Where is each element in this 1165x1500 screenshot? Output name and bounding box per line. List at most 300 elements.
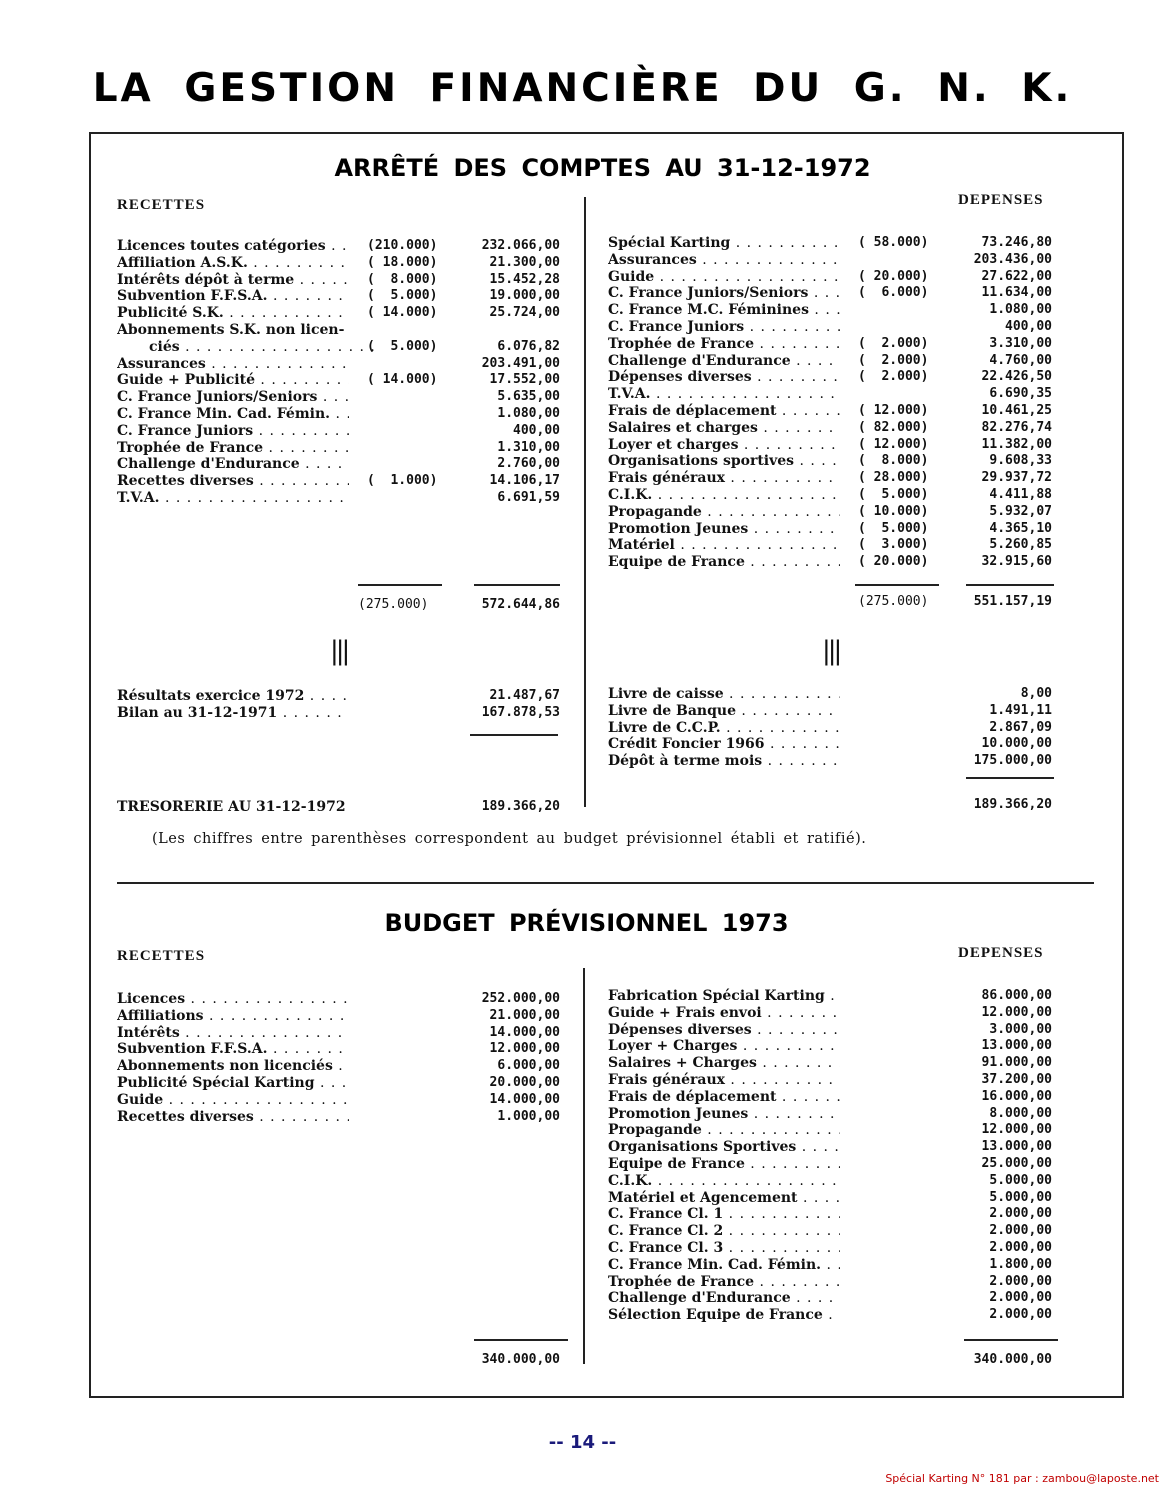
table-row [117, 372, 562, 389]
row-label-text: Abonnements S.K. non licen- [117, 321, 345, 338]
budget-recettes-heading: RECETTES [117, 948, 206, 964]
row-label-text: Frais de déplacement [608, 1088, 777, 1105]
row-amount: 4.760,00 [989, 352, 1052, 368]
row-amount: 22.426,50 [981, 369, 1052, 385]
row-label-text: C. France Cl. 2 [608, 1223, 724, 1240]
row-label [608, 686, 840, 703]
row-amount: 6.000,00 [497, 1058, 560, 1074]
row-label [608, 720, 840, 737]
row-budget: ( 28.000) [858, 470, 929, 486]
table-row [117, 339, 562, 356]
row-budget: ( 8.000) [858, 453, 929, 469]
table-row [608, 1106, 1053, 1123]
row-label-text: Loyer + Charges [608, 1038, 738, 1055]
row-label-text: C.I.K. [608, 486, 653, 503]
row-label-text: Matériel [608, 537, 675, 554]
row-label-text: Recettes diverses [117, 473, 254, 490]
row-amount: 8,00 [1020, 686, 1052, 701]
row-label-text: C. France Min. Cad. Fémin. [608, 1256, 822, 1273]
row-amount: 32.915,60 [981, 554, 1052, 570]
row-label [608, 1206, 840, 1223]
row-amount: 167.878,53 [481, 704, 560, 720]
depenses-total: 551.157,19 [973, 594, 1052, 609]
row-label [608, 403, 840, 420]
row-amount: 6.076,82 [497, 338, 560, 354]
table-row [608, 1055, 1053, 1072]
table-row [117, 1092, 562, 1109]
row-label [608, 1055, 840, 1072]
row-label-text: Salaires et charges [608, 419, 758, 436]
table-row [608, 1206, 1053, 1223]
row-budget: ( 12.000) [858, 402, 929, 418]
table-row [608, 285, 1053, 302]
row-label-text: Recettes diverses [117, 1108, 254, 1125]
row-label-text: Assurances [117, 355, 206, 372]
row-label [608, 1190, 840, 1207]
row-amount: 232.066,00 [481, 238, 560, 253]
row-amount: 91.000,00 [981, 1055, 1052, 1071]
row-label-text: Subvention F.F.S.A. [117, 1041, 268, 1058]
row-label [608, 537, 840, 554]
page-number: -- 14 -- [548, 1432, 617, 1453]
table-row [608, 420, 1053, 437]
row-budget: ( 10.000) [858, 503, 929, 519]
row-amount: 82.276,74 [981, 419, 1052, 435]
row-label [117, 1075, 349, 1092]
row-amount: 4.411,88 [989, 486, 1052, 502]
row-label [608, 437, 840, 454]
row-label [117, 1025, 349, 1042]
row-label-text: Propagande [608, 503, 702, 520]
row-label [117, 423, 349, 440]
table-row [608, 686, 1053, 703]
row-label-text: Assurances [608, 251, 697, 268]
row-label-text: Dépenses diverses [608, 1021, 752, 1038]
row-label [608, 269, 840, 286]
row-budget: (210.000) [367, 238, 438, 253]
table-row [608, 504, 1053, 521]
row-label [117, 473, 349, 490]
table-row [608, 1240, 1053, 1257]
row-amount: 21.487,67 [489, 688, 560, 703]
table-row [608, 521, 1053, 538]
row-amount: 5.000,00 [989, 1189, 1052, 1205]
row-budget: ( 5.000) [858, 486, 929, 502]
table-row [608, 1156, 1053, 1173]
row-label-text: Dépôt à terme mois [608, 753, 763, 770]
table-row [117, 1109, 562, 1126]
row-label [608, 252, 840, 269]
row-label [608, 504, 840, 521]
row-label [117, 356, 349, 373]
table-row [608, 235, 1053, 252]
table-row [608, 720, 1053, 737]
row-budget: ( 2.000) [858, 335, 929, 351]
row-budget: ( 12.000) [858, 436, 929, 452]
row-label [117, 305, 349, 322]
budget-center-divider [583, 968, 585, 1364]
row-label [608, 1156, 840, 1173]
row-label-text: Fabrication Spécial Karting [608, 988, 825, 1004]
depenses-total-budget: (275.000) [858, 594, 929, 609]
row-label-text: C. France Juniors/Seniors [117, 389, 318, 406]
row-amount: 2.000,00 [989, 1307, 1052, 1323]
row-label-text: Licences [117, 991, 186, 1007]
table-row [608, 453, 1053, 470]
table-row [608, 1022, 1053, 1039]
tresorerie-left-amount: 189.366,20 [481, 799, 560, 814]
row-amount: 252.000,00 [481, 991, 560, 1006]
row-label-text: C. France Juniors [608, 318, 745, 335]
row-label-text: Matériel et Agencement [608, 1189, 798, 1206]
table-row [117, 1041, 562, 1058]
row-label-text: Challenge d'Endurance [608, 352, 791, 369]
row-label [608, 736, 840, 753]
recettes-total-budget: (275.000) [358, 597, 429, 612]
row-amount: 86.000,00 [981, 988, 1052, 1003]
row-label-text: Intérêts dépôt à terme [117, 271, 295, 288]
row-label [608, 1106, 840, 1123]
row-label [608, 369, 840, 386]
row-label-text: Frais généraux [608, 1071, 725, 1088]
row-label [117, 406, 349, 423]
footer-credit: Spécial Karting N° 181 par : zambou@laposte.net [885, 1472, 1159, 1485]
row-label-text: Crédit Foncier 1966 [608, 736, 765, 753]
row-label-text: Loyer et charges [608, 436, 739, 453]
row-budget: ( 14.000) [367, 305, 438, 321]
row-amount: 2.000,00 [989, 1290, 1052, 1306]
row-amount: 1.080,00 [989, 302, 1052, 318]
row-label-text: Promotion Jeunes [608, 520, 749, 537]
table-row [608, 319, 1053, 336]
tresorerie-label: TRESORERIE AU 31-12-1972 [117, 799, 346, 815]
table-row [117, 473, 562, 490]
budget-note: (Les chiffres entre parenthèses correspondent au budget prévisionnel établi et ratifié). [152, 831, 867, 847]
table-row [608, 470, 1053, 487]
row-label-text: Livre de Banque [608, 702, 736, 719]
budget-recettes-list [117, 991, 562, 1125]
row-amount: 17.552,00 [489, 372, 560, 388]
row-label-text: ciés [149, 338, 180, 355]
row-budget: ( 20.000) [858, 554, 929, 570]
row-amount: 21.000,00 [489, 1007, 560, 1023]
table-row [608, 1089, 1053, 1106]
row-label-text: Trophée de France [608, 1273, 755, 1290]
row-label [608, 1173, 840, 1190]
row-amount: 20.000,00 [489, 1074, 560, 1090]
row-budget: ( 82.000) [858, 419, 929, 435]
table-row [117, 356, 562, 373]
row-label [608, 1274, 840, 1291]
row-label [608, 1022, 840, 1039]
arrete-recettes-heading: RECETTES [117, 197, 206, 213]
row-budget: ( 58.000) [858, 235, 929, 250]
row-amount: 2.000,00 [989, 1206, 1052, 1222]
row-budget: ( 14.000) [367, 372, 438, 388]
row-label [117, 490, 349, 507]
row-label-text: C. France Juniors/Seniors [608, 285, 809, 302]
table-row [117, 456, 562, 473]
row-label-text: Trophée de France [608, 335, 755, 352]
row-label-text: Guide + Publicité [117, 372, 255, 389]
row-amount: 10.461,25 [981, 402, 1052, 418]
row-label-text: Affiliation A.S.K. [117, 254, 248, 271]
table-row [608, 1190, 1053, 1207]
row-label-text: Publicité Spécial Karting [117, 1074, 315, 1091]
table-row [608, 1139, 1053, 1156]
row-label-text: Livre de caisse [608, 686, 724, 702]
row-amount: 1.080,00 [497, 405, 560, 421]
row-label [608, 554, 840, 571]
row-label-text: Affiliations [117, 1007, 204, 1024]
row-amount: 25.724,00 [489, 305, 560, 321]
row-amount: 19.000,00 [489, 288, 560, 304]
row-label-text: Equipe de France [608, 1155, 745, 1172]
row-label [117, 688, 349, 705]
table-row [608, 353, 1053, 370]
table-row [117, 1075, 562, 1092]
row-label-text: Frais généraux [608, 470, 725, 487]
row-label-text: Promotion Jeunes [608, 1105, 749, 1122]
row-budget: ( 2.000) [858, 369, 929, 385]
row-label-text: Abonnements non licenciés [117, 1058, 333, 1075]
row-label-text: Organisations Sportives [608, 1139, 797, 1156]
row-amount: 203.491,00 [481, 355, 560, 371]
budget-depenses-list [608, 988, 1053, 1324]
arrete-depenses-list [608, 235, 1053, 571]
row-amount: 14.000,00 [489, 1024, 560, 1040]
row-label-text: Equipe de France [608, 554, 745, 571]
row-label [117, 1041, 349, 1058]
row-amount: 12.000,00 [981, 1122, 1052, 1138]
table-row [117, 1025, 562, 1042]
table-row [608, 269, 1053, 286]
table-row [117, 991, 562, 1008]
row-label-text: Sélection Equipe de France [608, 1307, 823, 1324]
row-amount: 11.634,00 [981, 285, 1052, 301]
row-label [608, 302, 840, 319]
row-budget: ( 8.000) [367, 271, 438, 287]
table-row [608, 1005, 1053, 1022]
table-row [608, 1072, 1053, 1089]
row-label-text: Guide [117, 1091, 164, 1108]
budget-depenses-heading: DEPENSES [958, 945, 1044, 961]
resultats-rule [470, 734, 558, 736]
row-label-text: Guide + Frais envoi [608, 1004, 762, 1021]
table-row [608, 336, 1053, 353]
row-label [608, 470, 840, 487]
row-label [117, 288, 349, 305]
row-label-text: Frais de déplacement [608, 402, 777, 419]
row-amount: 10.000,00 [981, 736, 1052, 752]
arrete-depenses-heading: DEPENSES [958, 192, 1044, 208]
row-label [117, 339, 381, 356]
page-title: LA GESTION FINANCIÈRE DU G. N. K. [92, 66, 1073, 111]
row-budget: ( 18.000) [367, 254, 438, 270]
table-row [608, 252, 1053, 269]
row-budget: ( 2.000) [858, 352, 929, 368]
table-row [117, 288, 562, 305]
row-label-text: Challenge d'Endurance [608, 1290, 791, 1307]
table-row [608, 554, 1053, 571]
row-label [608, 703, 840, 720]
table-row [608, 988, 1053, 1005]
row-budget: ( 3.000) [858, 537, 929, 553]
recettes-total: 572.644,86 [481, 597, 560, 612]
row-amount: 8.000,00 [989, 1105, 1052, 1121]
row-label-text: Propagande [608, 1122, 702, 1139]
row-label-text: C. France Cl. 1 [608, 1206, 724, 1223]
row-amount: 2.000,00 [989, 1223, 1052, 1239]
row-label-text: Guide [608, 268, 655, 285]
table-row [608, 487, 1053, 504]
row-amount: 14.106,17 [489, 473, 560, 489]
row-amount: 175.000,00 [973, 753, 1052, 769]
row-label [608, 1223, 840, 1240]
row-amount: 5.932,07 [989, 503, 1052, 519]
row-label [608, 1005, 840, 1022]
row-label-text: Intérêts [117, 1024, 180, 1041]
table-row [608, 537, 1053, 554]
row-label [608, 453, 840, 470]
table-row [608, 1038, 1053, 1055]
row-amount: 1.491,11 [989, 702, 1052, 718]
table-row [117, 1058, 562, 1075]
row-label [608, 353, 840, 370]
budget-depenses-total: 340.000,00 [973, 1352, 1052, 1367]
depenses-budget-rule [855, 584, 939, 586]
row-label-text: T.V.A. [608, 386, 651, 403]
table-row [117, 1008, 562, 1025]
row-amount: 13.000,00 [981, 1038, 1052, 1054]
row-label-text: Livre de C.C.P. [608, 719, 721, 736]
caisse-list [608, 686, 1053, 770]
row-amount: 1.000,00 [497, 1108, 560, 1124]
row-amount: 73.246,80 [981, 235, 1052, 250]
row-label-text: Challenge d'Endurance [117, 456, 300, 473]
row-label-text: Subvention F.F.S.A. [117, 288, 268, 305]
row-amount: 25.000,00 [981, 1155, 1052, 1171]
row-label [608, 753, 840, 770]
recettes-total-rule [474, 584, 560, 586]
row-label-text: C.I.K. [608, 1172, 653, 1189]
row-budget: ( 20.000) [858, 268, 929, 284]
arrete-title: ARRÊTÉ DES COMPTES AU 31-12-1972 [334, 154, 871, 182]
row-amount: 21.300,00 [489, 254, 560, 270]
row-label [117, 255, 349, 272]
row-label-text: Dépenses diverses [608, 369, 752, 386]
row-label-text: Trophée de France [117, 439, 264, 456]
row-amount: 4.365,10 [989, 520, 1052, 536]
row-amount: 29.937,72 [981, 470, 1052, 486]
table-row [608, 437, 1053, 454]
table-row [117, 440, 562, 457]
row-budget: ( 6.000) [858, 285, 929, 301]
row-amount: 27.622,00 [981, 268, 1052, 284]
arrete-center-divider [584, 197, 586, 807]
depenses-equivalence-mark: ||| [822, 636, 840, 666]
table-row [608, 369, 1053, 386]
table-row [117, 238, 562, 255]
row-amount: 3.310,00 [989, 335, 1052, 351]
table-row [608, 1173, 1053, 1190]
arrete-recettes-list [117, 238, 562, 507]
depenses-total-rule [966, 584, 1054, 586]
row-amount: 1.310,00 [497, 439, 560, 455]
row-label [117, 440, 349, 457]
row-label [608, 235, 840, 252]
row-label [608, 1240, 840, 1257]
row-label [117, 1092, 349, 1109]
budget-depenses-rule [964, 1339, 1058, 1341]
caisse-rule [966, 777, 1054, 779]
row-budget: ( 1.000) [367, 473, 438, 489]
row-amount: 5.635,00 [497, 389, 560, 405]
row-label [608, 1089, 840, 1106]
row-label [117, 372, 349, 389]
row-amount: 9.608,33 [989, 453, 1052, 469]
row-label [608, 1038, 840, 1055]
row-label [608, 420, 840, 437]
table-row [117, 389, 562, 406]
row-amount: 16.000,00 [981, 1088, 1052, 1104]
table-row [117, 272, 562, 289]
table-row [117, 406, 562, 423]
row-amount: 12.000,00 [981, 1004, 1052, 1020]
row-label [608, 487, 840, 504]
row-amount: 400,00 [1005, 318, 1052, 334]
row-label-text: C. France Min. Cad. Fémin. [117, 405, 331, 422]
table-row [117, 255, 562, 272]
table-row [608, 1290, 1053, 1307]
row-amount: 12.000,00 [489, 1041, 560, 1057]
row-label-text: T.V.A. [117, 489, 160, 506]
table-row [117, 322, 562, 339]
row-label-text: C. France Juniors [117, 422, 254, 439]
table-row [608, 403, 1053, 420]
row-label [117, 1008, 349, 1025]
row-amount: 11.382,00 [981, 436, 1052, 452]
row-label [608, 988, 840, 1005]
row-amount: 2.000,00 [989, 1273, 1052, 1289]
recettes-equivalence-mark: ||| [330, 636, 348, 666]
row-amount: 1.800,00 [989, 1256, 1052, 1272]
row-label [608, 1072, 840, 1089]
table-row [608, 1122, 1053, 1139]
row-amount: 5.260,85 [989, 537, 1052, 553]
tresorerie-right-amount: 189.366,20 [973, 797, 1052, 812]
row-amount: 2.760,00 [497, 456, 560, 472]
table-row [608, 1274, 1053, 1291]
row-label [117, 322, 349, 339]
row-label [117, 389, 349, 406]
row-label [117, 238, 349, 255]
row-label [608, 1307, 840, 1324]
budget-recettes-rule [474, 1339, 568, 1341]
recettes-budget-rule [358, 584, 442, 586]
row-label [608, 521, 840, 538]
row-label [117, 1058, 349, 1075]
row-amount: 400,00 [513, 422, 560, 438]
table-row [117, 688, 562, 705]
row-label [117, 705, 349, 722]
row-label [117, 456, 349, 473]
row-label-text: C. France Cl. 3 [608, 1239, 724, 1256]
row-label [117, 272, 349, 289]
row-label-text: C. France M.C. Féminines [608, 302, 809, 319]
table-row [608, 1223, 1053, 1240]
row-amount: 5.000,00 [989, 1172, 1052, 1188]
